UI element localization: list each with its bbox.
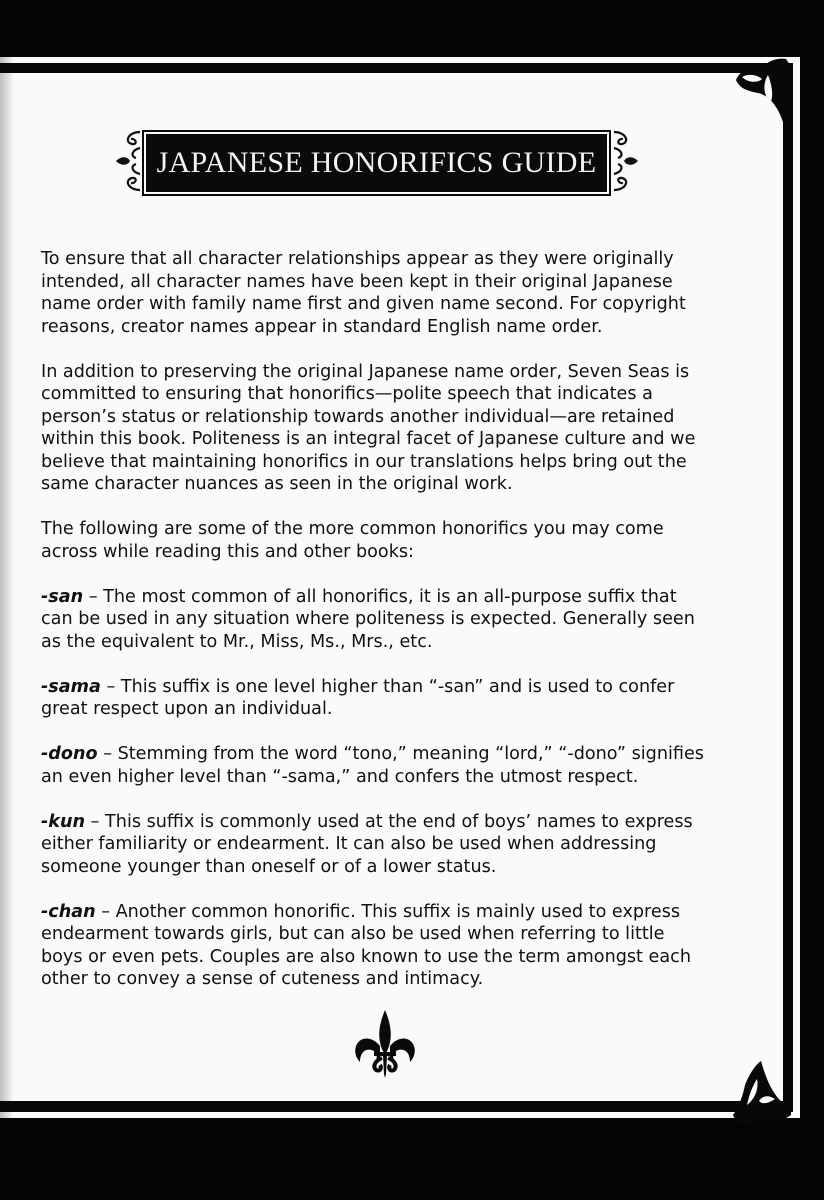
- corner-ornament-top-icon: [728, 45, 798, 125]
- text-line: [41, 608, 781, 631]
- honorific-description: great respect upon an individual.: [41, 699, 333, 719]
- text-line: [41, 766, 781, 789]
- text-line: [41, 833, 781, 856]
- honorific-description: – Another common honorific. This suffix is mainly used to express: [95, 901, 681, 922]
- text-line: [41, 968, 781, 991]
- text-line: [41, 743, 781, 766]
- intro-paragraph: [41, 248, 781, 338]
- text-line: [41, 698, 781, 721]
- title-box: [142, 130, 611, 196]
- honorific-term: -dono: [41, 744, 98, 764]
- honorific-description: – The most common of all honorifics, it is an all-purpose suffix that: [83, 586, 677, 607]
- text-line: [41, 923, 781, 946]
- honorific-description: either familiarity or endearment. It can also be used when addressing: [41, 834, 657, 854]
- honorific-entry-san: [41, 586, 781, 654]
- honorific-description: other to convey a sense of cuteness and intimacy.: [41, 969, 484, 989]
- text-line: across while reading this and other books:: [41, 541, 414, 562]
- text-line: To ensure that all character relationships appear as they were originally: [41, 249, 674, 269]
- honorific-description: – This suffix is commonly used at the end of boys’ names to express: [85, 811, 693, 832]
- honorific-entry-sama: [41, 676, 781, 721]
- intro-paragraph: [41, 361, 781, 496]
- text-line: within this book. Politeness is an integral facet of Japanese culture and we: [41, 429, 696, 449]
- text-line: The following are some of the more common honorifics you may come: [41, 519, 664, 539]
- text-line: [41, 586, 781, 609]
- text-line: name order with family name first and given name second. For copyright: [41, 294, 686, 314]
- honorific-entry-chan: [41, 901, 781, 991]
- fleur-de-lis-icon: [350, 1008, 420, 1080]
- text-line: [41, 631, 781, 654]
- honorific-description: – Stemming from the word “tono,” meaning “lord,” “-dono” signifies: [97, 744, 704, 764]
- intro-paragraph: [41, 518, 781, 563]
- text-line: reasons, creator names appear in standard English name order.: [41, 316, 603, 337]
- text-line: [41, 946, 781, 969]
- honorific-description: can be used in any situation where politeness is expected. Generally seen: [41, 609, 695, 629]
- page-title: JAPANESE HONORIFICS GUIDE: [156, 146, 597, 179]
- honorific-description: someone younger than oneself or of a lower status.: [41, 856, 497, 877]
- text-line: believe that maintaining honorifics in our translations helps bring out the: [41, 451, 687, 472]
- honorific-term: -kun: [41, 811, 86, 832]
- text-line: [41, 676, 781, 699]
- scroll-ornament-left-icon: [114, 128, 144, 194]
- text-line: committed to ensuring that honorifics—polite speech that indicates a: [41, 384, 653, 404]
- frame-border-top: [0, 63, 790, 73]
- frame-border-right: [783, 63, 793, 1112]
- honorific-description: – This suffix is one level higher than “-san” and is used to confer: [100, 676, 675, 697]
- honorific-description: endearment towards girls, but can also be used when referring to little: [41, 924, 665, 944]
- honorific-description: as the equivalent to Mr., Miss, Ms., Mrs., etc.: [41, 631, 433, 652]
- frame-border-bottom: [0, 1101, 790, 1112]
- text-line: person’s status or relationship towards another individual—are retained: [41, 406, 675, 427]
- text-line: [41, 811, 781, 834]
- honorific-description: an even higher level than “-sama,” and confers the utmost respect.: [41, 766, 639, 787]
- text-line: same character nuances as seen in the original work.: [41, 474, 513, 494]
- text-line: intended, all character names have been kept in their original Japanese: [41, 271, 673, 292]
- text-line: In addition to preserving the original Japanese name order, Seven Seas is: [41, 361, 690, 382]
- page-gutter-shadow: [0, 57, 14, 1118]
- text-line: [41, 856, 781, 879]
- corner-ornament-bottom-icon: [725, 1055, 797, 1130]
- honorific-entry-kun: [41, 811, 781, 879]
- honorific-term: -chan: [41, 901, 96, 922]
- honorific-term: -sama: [41, 676, 101, 697]
- title-banner: [112, 128, 642, 198]
- text-line: [41, 901, 781, 924]
- honorific-term: -san: [41, 586, 84, 607]
- honorific-entry-dono: [41, 743, 781, 788]
- scroll-ornament-right-icon: [610, 128, 640, 194]
- guide-body: [41, 248, 781, 1013]
- honorific-description: boys or even pets. Couples are also known to use the term amongst each: [41, 946, 691, 967]
